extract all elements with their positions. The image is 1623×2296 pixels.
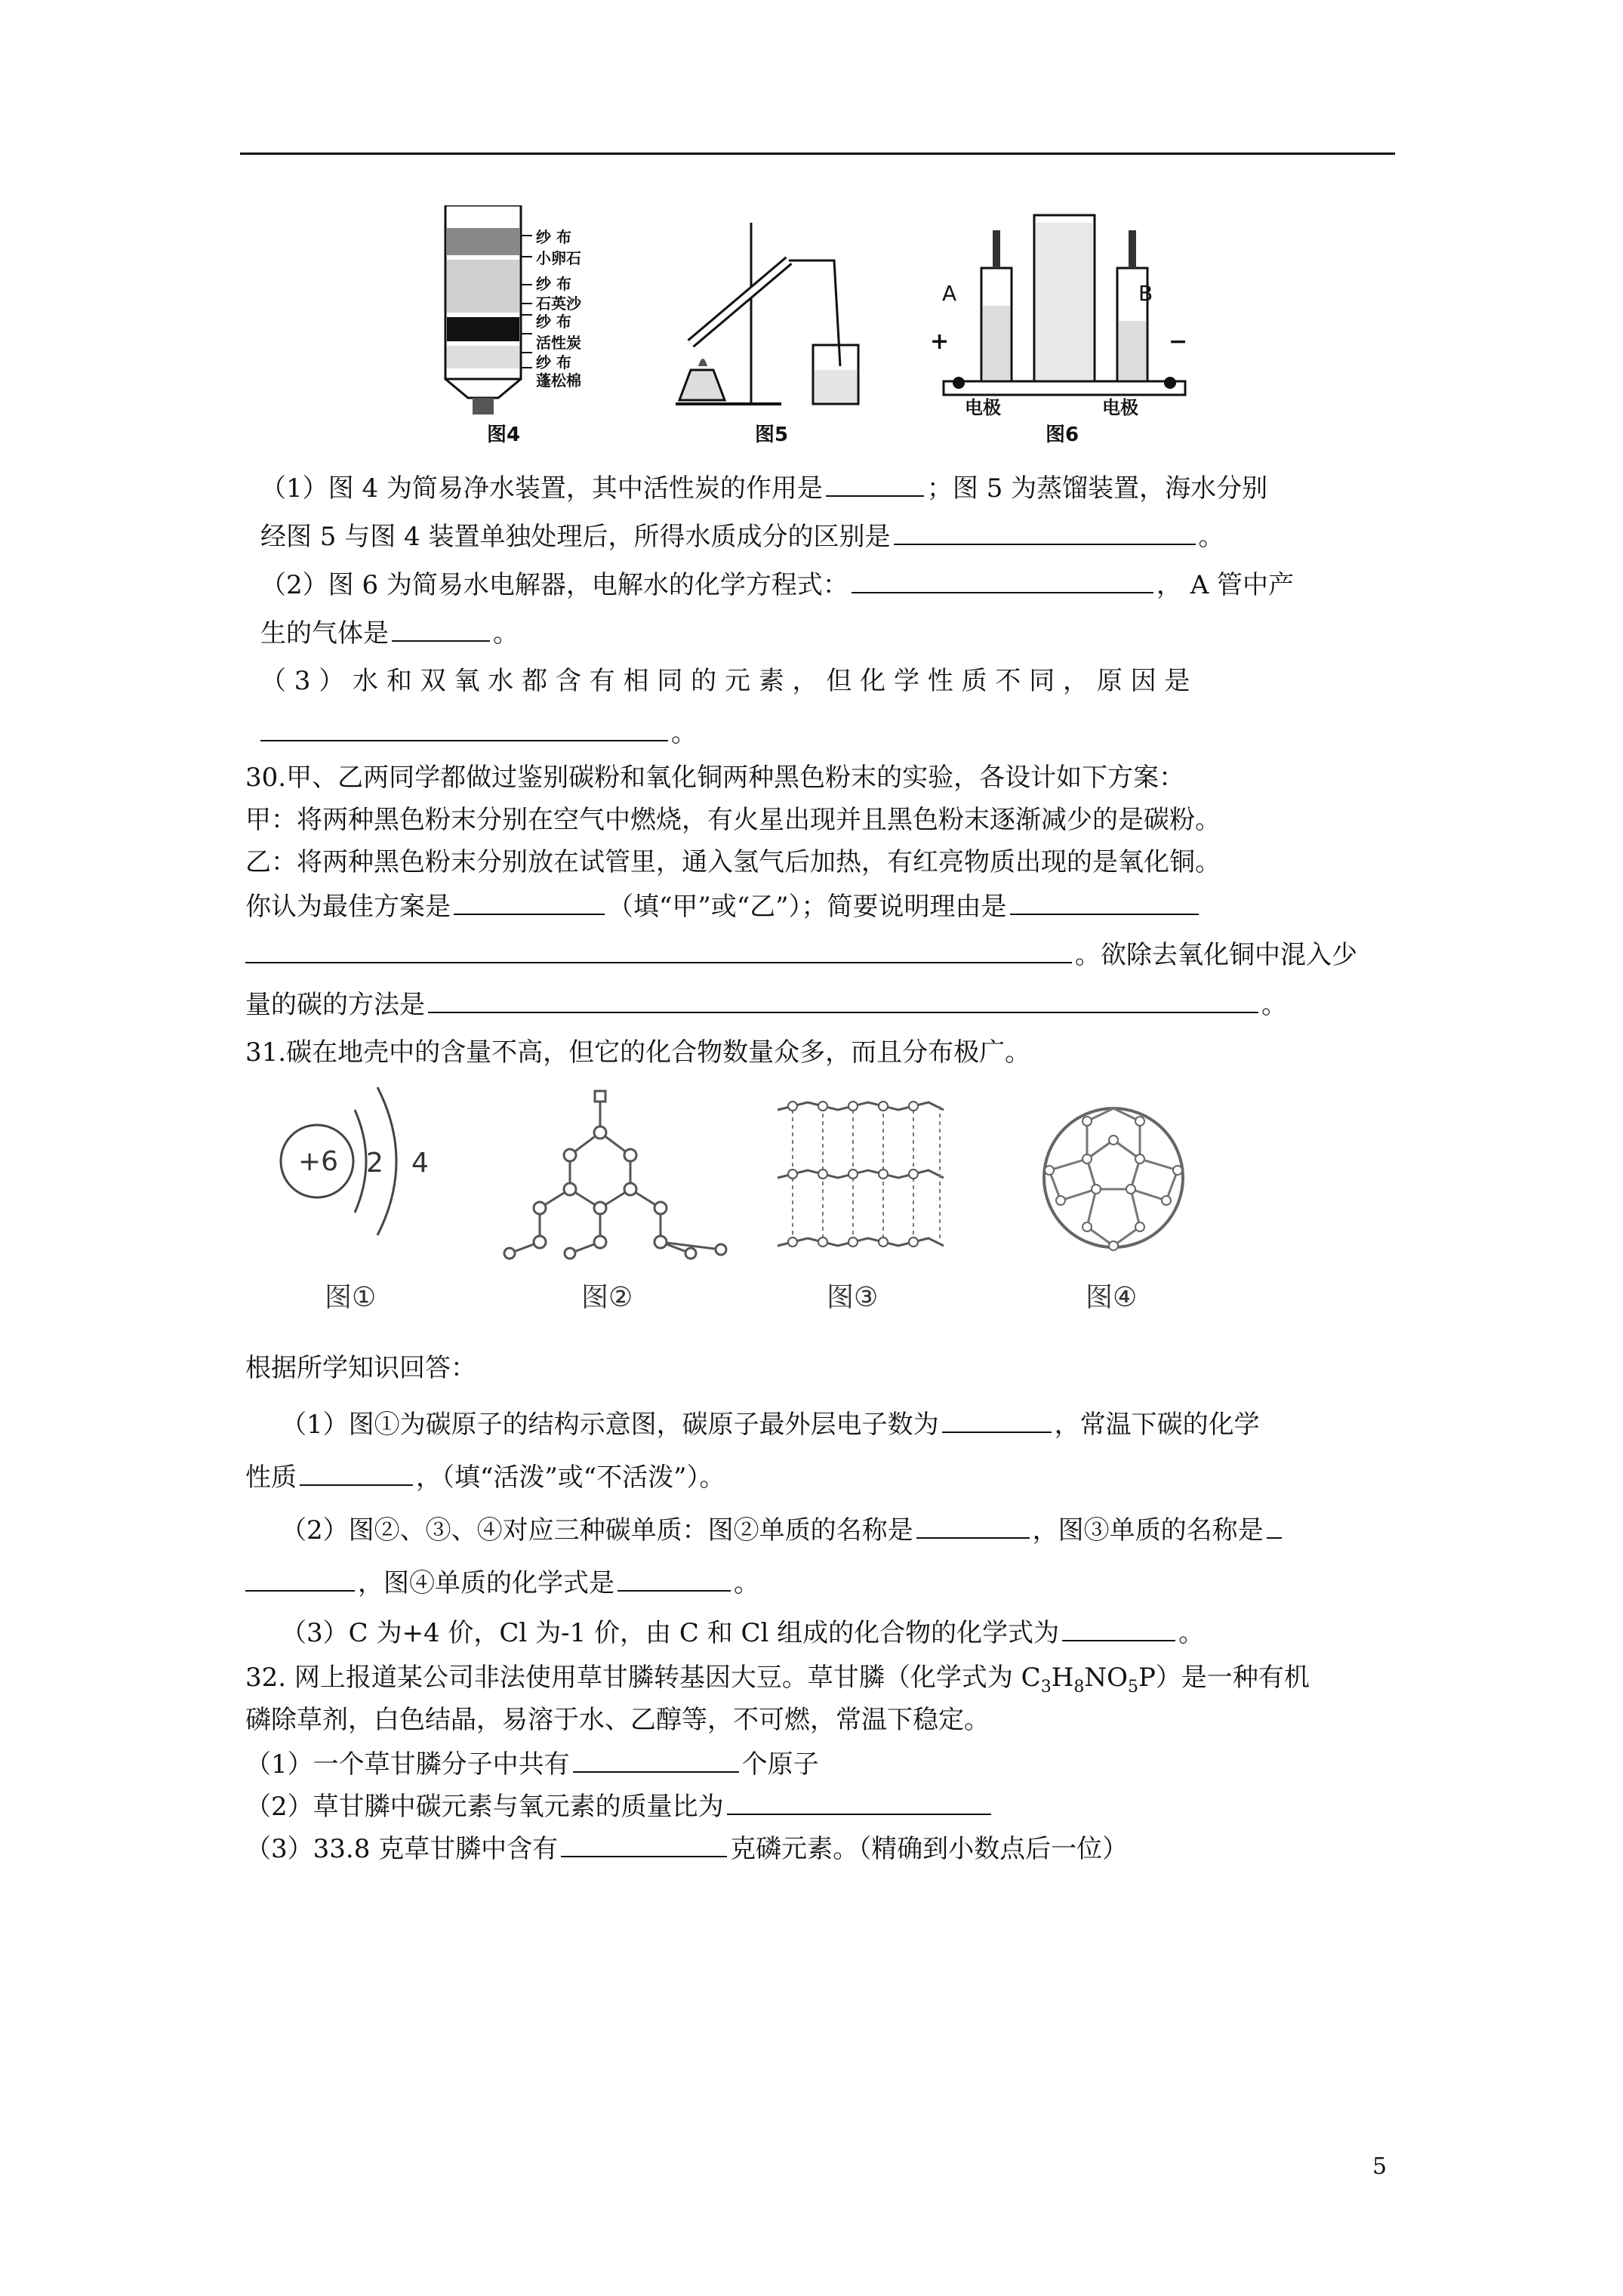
fig6-caption: 图6 bbox=[1046, 424, 1079, 446]
fig4-label-1: 纱 布 bbox=[536, 228, 571, 246]
q29-p2-line2 bbox=[260, 615, 519, 650]
fig1-caption: 图① bbox=[325, 1282, 377, 1313]
q30-blank-3[interactable] bbox=[245, 936, 1072, 963]
q29-p3-line2 bbox=[260, 714, 697, 750]
q29-blank-2[interactable] bbox=[894, 518, 1196, 545]
q32-p1-text-a: （1）一个草甘膦分子中共有 bbox=[245, 1749, 570, 1780]
q31-blank-4b[interactable] bbox=[245, 1564, 355, 1592]
q29-p2-text-a: （2）图 6 为简易水电解器，电解水的化学方程式： bbox=[260, 570, 848, 600]
atom-nucleus-label: +6 bbox=[298, 1146, 339, 1177]
q32-blank-3[interactable] bbox=[561, 1830, 727, 1857]
figure-4-fullerene bbox=[1034, 1099, 1193, 1257]
fig2-caption: 图② bbox=[581, 1282, 633, 1313]
q32-p3-text-a: （3）33.8 克草甘膦中含有 bbox=[245, 1834, 559, 1864]
q29-p3-line1 bbox=[260, 664, 1190, 698]
fig4-label-8: 蓬松棉 bbox=[536, 371, 581, 390]
q29-p2-text-d: 。 bbox=[493, 618, 519, 649]
q29-p3-text-a: （ 3 ） 水 和 双 氧 水 都 含 有 相 同 的 元 素 ， 但 化 学 性 质 不 同 ， 原 因 是 bbox=[260, 666, 1190, 696]
q31-blank-2[interactable] bbox=[300, 1459, 413, 1486]
q31-p1-line1 bbox=[281, 1406, 1260, 1441]
q31-blank-1[interactable] bbox=[942, 1406, 1052, 1433]
fig6-tube-a: A bbox=[942, 281, 957, 306]
fig3-caption: 图③ bbox=[827, 1282, 879, 1313]
atom-shell1-label: 2 bbox=[366, 1148, 383, 1179]
q29-p1-text-a: （1）图 4 为简易净水装置，其中活性炭的作用是 bbox=[260, 473, 823, 504]
figure-5-distillation bbox=[645, 215, 864, 411]
page-number: 5 bbox=[1372, 2153, 1387, 2180]
fig4-caption: 图4 bbox=[487, 424, 521, 446]
figure-3-graphite bbox=[770, 1095, 951, 1268]
q29-p3-text-b: 。 bbox=[671, 718, 697, 748]
q31-p2-text-b: ，图③单质的名称是 bbox=[1032, 1515, 1264, 1546]
fig6-tube-b: B bbox=[1138, 281, 1153, 306]
q32-formula-h: H bbox=[1051, 1663, 1074, 1693]
q30-line4-text-b: （填“甲”或“乙”）；简要说明理由是 bbox=[608, 892, 1007, 922]
q32-formula-h-sub: 8 bbox=[1073, 1677, 1085, 1697]
q30-line5-text: 。欲除去氧化铜中混入少 bbox=[1075, 940, 1357, 970]
q29-p1-text-d: 。 bbox=[1198, 522, 1224, 552]
q31-p2-text-a: （2）图②、③、④对应三种碳单质：图②单质的名称是 bbox=[281, 1515, 913, 1546]
q31-blank-4a[interactable] bbox=[1267, 1512, 1282, 1539]
fig6-minus: − bbox=[1169, 328, 1188, 355]
q30-plan-jia: 甲：将两种黑色粉末分别在空气中燃烧，有火星出现并且黑色粉末逐渐减少的是碳粉。 bbox=[245, 805, 1221, 835]
fig4-label-6: 活性炭 bbox=[536, 334, 581, 352]
q30-intro: 30.甲、乙两同学都做过鉴别碳粉和氧化铜两种黑色粉末的实验，各设计如下方案： bbox=[245, 763, 1185, 793]
q31-p1-text-d: ，（填“活泼”或“不活泼”）。 bbox=[416, 1462, 725, 1493]
q31-p2-line2 bbox=[245, 1564, 759, 1600]
q31-p2-text-d: 。 bbox=[734, 1568, 759, 1598]
q29-p2-text-c: 生的气体是 bbox=[260, 618, 389, 649]
q32-blank-1[interactable] bbox=[573, 1746, 739, 1773]
fig4b-caption: 图④ bbox=[1086, 1282, 1138, 1313]
q29-p2-text-b: ， A 管中产 bbox=[1156, 570, 1295, 600]
q29-blank-5[interactable] bbox=[260, 714, 668, 741]
q29-p1-line1 bbox=[260, 470, 1267, 505]
q30-blank-4[interactable] bbox=[428, 986, 1258, 1013]
q30-blank-1[interactable] bbox=[454, 888, 605, 915]
q30-plan-yi: 乙：将两种黑色粉末分别放在试管里，通入氢气后加热，有红亮物质出现的是氧化铜。 bbox=[245, 847, 1221, 877]
fig4-label-7: 纱 布 bbox=[536, 353, 571, 371]
q31-p2-line1 bbox=[281, 1512, 1285, 1547]
q29-blank-4[interactable] bbox=[392, 615, 490, 642]
q32-p3 bbox=[245, 1830, 1128, 1866]
q30-line6-text-b: 。 bbox=[1261, 990, 1287, 1020]
figure-2-diamond bbox=[502, 1087, 728, 1261]
q32-p1-text-b: 个原子 bbox=[741, 1749, 819, 1780]
figure-4-water-purifier bbox=[438, 205, 611, 424]
q31-lead: 根据所学知识回答： bbox=[245, 1353, 476, 1383]
q29-p1-line2 bbox=[260, 518, 1224, 553]
q30-line4 bbox=[245, 888, 1202, 923]
q32-blank-2[interactable] bbox=[727, 1788, 991, 1815]
q31-blank-3[interactable] bbox=[916, 1512, 1030, 1539]
q32-line2: 磷除草剂，白色结晶，易溶于水、乙醇等，不可燃，常温下稳定。 bbox=[245, 1705, 990, 1735]
q31-blank-6[interactable] bbox=[1062, 1614, 1175, 1641]
q30-line6 bbox=[245, 986, 1287, 1022]
q32-p1 bbox=[245, 1746, 819, 1781]
q31-p3 bbox=[281, 1614, 1204, 1650]
fig4-label-2: 小卵石 bbox=[536, 249, 581, 267]
q30-line5 bbox=[245, 936, 1357, 972]
q31-p1-text-b: ，常温下碳的化学 bbox=[1054, 1410, 1260, 1440]
q31-p2-text-c: ，图④单质的化学式是 bbox=[358, 1568, 614, 1598]
fig4-label-3: 纱 布 bbox=[536, 275, 571, 293]
q29-blank-3[interactable] bbox=[852, 566, 1153, 593]
header-rule bbox=[240, 153, 1395, 155]
fig4-label-5: 纱 布 bbox=[536, 313, 571, 331]
q30-line4-text-a: 你认为最佳方案是 bbox=[245, 892, 451, 922]
q32-p2-text-a: （2）草甘膦中碳元素与氧元素的质量比为 bbox=[245, 1792, 724, 1822]
q32-p3-text-b: 克磷元素。（精确到小数点后一位） bbox=[730, 1834, 1129, 1864]
figure-6-electrolyzer bbox=[929, 208, 1200, 411]
q31-p3-text-b: 。 bbox=[1178, 1618, 1205, 1648]
atom-shell2-label: 4 bbox=[411, 1148, 429, 1179]
q30-line6-text-a: 量的碳的方法是 bbox=[245, 990, 425, 1020]
q29-p1-text-b: ；图 5 为蒸馏装置，海水分别 bbox=[926, 473, 1268, 504]
q31-p1-text-c: 性质 bbox=[245, 1462, 297, 1493]
q31-blank-5[interactable] bbox=[617, 1564, 731, 1592]
fig5-caption: 图5 bbox=[755, 424, 789, 446]
q32-intro-text-a: 32. 网上报道某公司非法使用草甘膦转基因大豆。草甘膦（化学式为 C bbox=[245, 1663, 1041, 1693]
q29-p2-line1 bbox=[260, 566, 1294, 602]
q32-formula-no: NO bbox=[1084, 1663, 1128, 1693]
q30-blank-2[interactable] bbox=[1010, 888, 1199, 915]
q32-intro bbox=[245, 1661, 1310, 1704]
q32-intro-text-b: P）是一种有机 bbox=[1138, 1663, 1310, 1693]
q29-blank-1[interactable] bbox=[826, 470, 924, 497]
q31-intro: 31.碳在地壳中的含量不高，但它的化合物数量众多，而且分布极广。 bbox=[245, 1037, 1031, 1068]
fig6-plus: + bbox=[930, 328, 950, 355]
fig6-electrode-right: 电极 bbox=[1102, 397, 1138, 418]
q29-p1-text-c: 经图 5 与图 4 装置单独处理后，所得水质成分的区别是 bbox=[260, 522, 891, 552]
q31-p3-text-a: （3）C 为+4 价，Cl 为-1 价，由 C 和 Cl 组成的化合物的化学式为 bbox=[281, 1618, 1060, 1648]
q32-formula-c-sub: 3 bbox=[1040, 1677, 1052, 1697]
q31-p1-text-a: （1）图①为碳原子的结构示意图，碳原子最外层电子数为 bbox=[281, 1410, 939, 1440]
q32-p2 bbox=[245, 1788, 994, 1823]
q31-p1-line2 bbox=[245, 1459, 725, 1494]
fig4-label-4: 石英沙 bbox=[536, 294, 581, 313]
q32-formula-o-sub: 5 bbox=[1127, 1677, 1138, 1697]
fig6-electrode-left: 电极 bbox=[965, 397, 1001, 418]
